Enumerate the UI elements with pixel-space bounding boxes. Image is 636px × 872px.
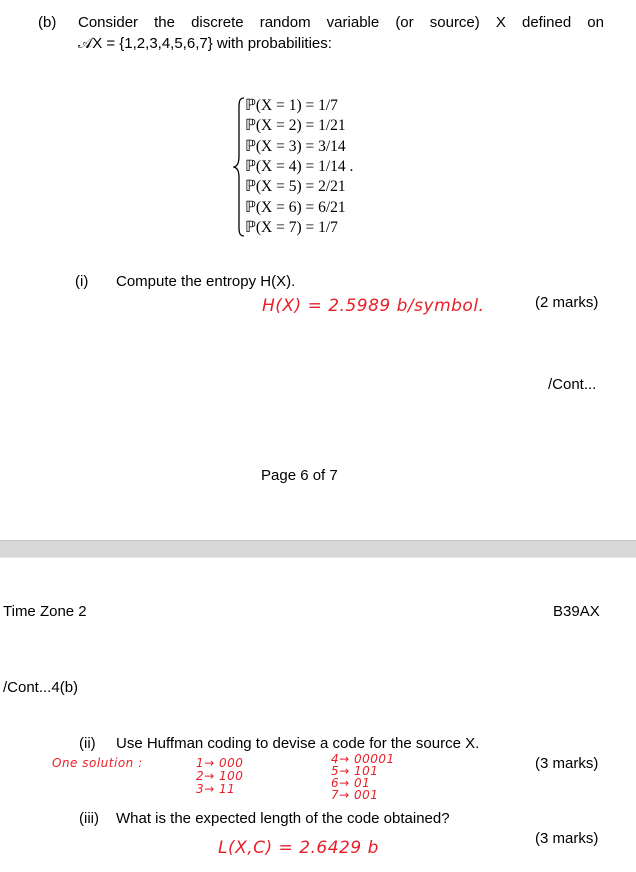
part-iii-marks: (3 marks) (535, 830, 599, 847)
probability-equation: ℙ(X = 7) = 1/7 (245, 218, 338, 236)
cont-note: /Cont... (548, 376, 597, 393)
probability-equation: ℙ(X = 4) = 1/14 . (245, 157, 354, 175)
header-time-zone: Time Zone 2 (3, 603, 87, 620)
probability-equation: ℙ(X = 3) = 3/14 (245, 137, 346, 155)
part-i-text: Compute the entropy H(X). (116, 273, 296, 290)
left-brace-icon (233, 96, 245, 238)
code-entry: 7→ 001 (331, 788, 379, 802)
code-list-1 (196, 757, 243, 796)
part-iii-handwritten-answer: L(X,C) = 2.6429 b (218, 838, 379, 858)
continuation-reference: /Cont...4(b) (3, 679, 79, 696)
code-entry: 6→ 01 (331, 776, 371, 790)
part-ii-marks: (3 marks) (535, 755, 599, 772)
probability-system (233, 96, 393, 238)
header-course-code: B39AX (553, 603, 600, 620)
code-entry: 1→ 000 (196, 756, 244, 770)
part-b-line1: Consider the discrete random variable (or source) X defined on (78, 14, 604, 31)
part-b-line2: 𝒜X = {1,2,3,4,5,6,7} with probabilities: (78, 35, 332, 52)
part-iii-text: What is the expected length of the code obtained? (116, 810, 450, 827)
part-b-label: (b) (38, 14, 57, 31)
page-separator (0, 540, 636, 558)
part-i-marks: (2 marks) (535, 294, 599, 311)
part-iii-label: (iii) (79, 810, 99, 827)
code-entry: 4→ 00001 (331, 752, 395, 766)
page-number: Page 6 of 7 (261, 467, 338, 484)
part-ii-text: Use Huffman coding to devise a code for the source X. (116, 735, 480, 752)
part-ii-label: (ii) (79, 735, 96, 752)
code-entry: 3→ 11 (196, 782, 236, 796)
code-entry: 2→ 100 (196, 769, 244, 783)
solution-label: One solution : (52, 756, 143, 770)
part-i-label: (i) (75, 273, 89, 290)
code-entry: 5→ 101 (331, 764, 379, 778)
part-i-handwritten-answer: H(X) = 2.5989 b/symbol. (262, 296, 485, 316)
code-list-2 (331, 753, 395, 801)
probability-equation: ℙ(X = 2) = 1/21 (245, 117, 346, 135)
probability-equation: ℙ(X = 5) = 2/21 (245, 178, 346, 196)
probability-equation: ℙ(X = 6) = 6/21 (245, 198, 346, 216)
probability-equation: ℙ(X = 1) = 1/7 (245, 97, 338, 114)
